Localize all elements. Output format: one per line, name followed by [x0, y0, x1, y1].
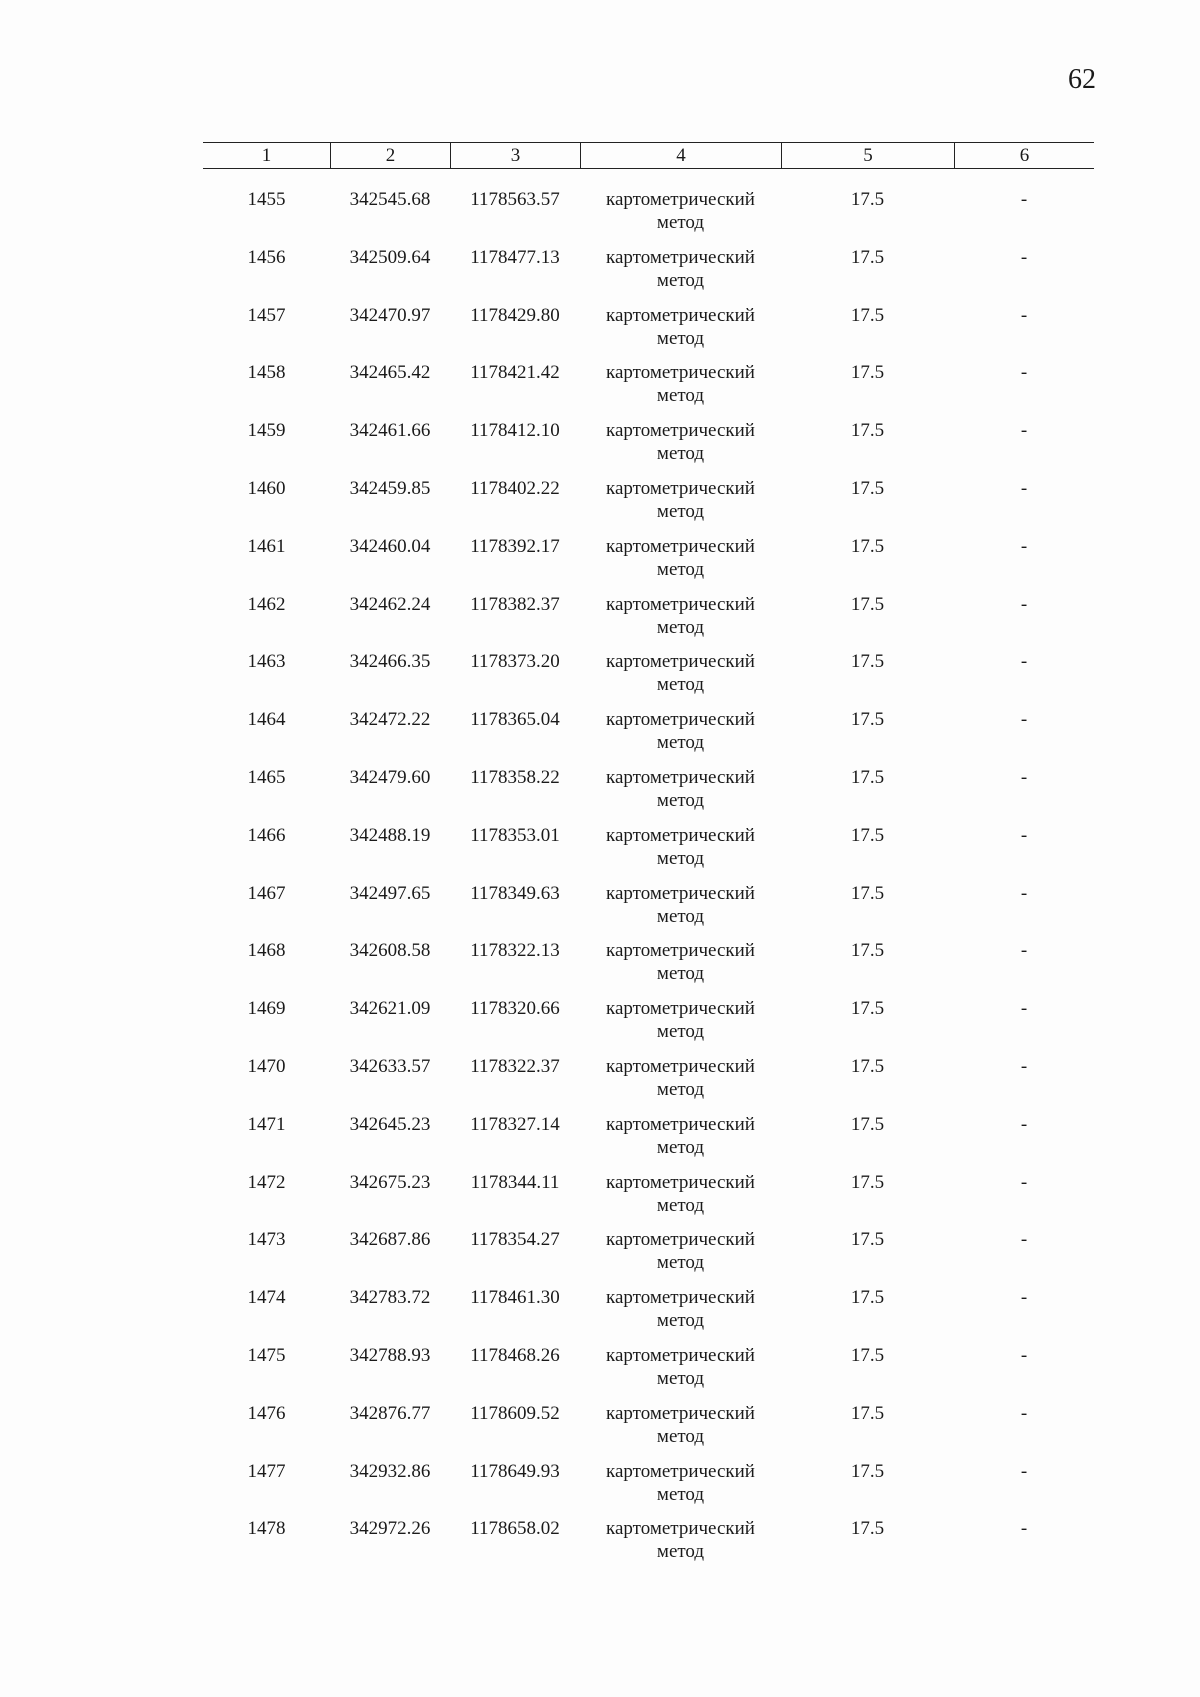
- point-number-cell: 1463: [247, 651, 286, 673]
- description-cell: -: [1020, 651, 1028, 673]
- description-cell: -: [1020, 420, 1028, 442]
- description-cell: -: [1020, 709, 1028, 731]
- accuracy-cell: 17.5: [850, 998, 885, 1020]
- coordinates-table: [203, 142, 1094, 1575]
- method-line-2: метод: [656, 847, 705, 869]
- accuracy-cell: 17.5: [850, 535, 885, 557]
- description-cell: -: [1020, 998, 1028, 1020]
- method-line-1: картометрический: [606, 535, 755, 557]
- x-coordinate-cell: 342972.26: [349, 1518, 431, 1540]
- point-number-cell: 1466: [247, 824, 286, 846]
- method-cell: [580, 1055, 781, 1113]
- description-cell: -: [1020, 535, 1028, 557]
- method-line-2: метод: [656, 212, 705, 233]
- description-cell: -: [1020, 1344, 1028, 1366]
- method-cell: [580, 1286, 781, 1344]
- method-line-1: картометрический: [606, 1460, 755, 1482]
- method-line-1: картометрический: [606, 246, 755, 268]
- x-coordinate-cell: 342462.24: [349, 593, 431, 615]
- x-coordinate-cell: 342466.35: [349, 651, 431, 673]
- point-number-cell: 1455: [247, 189, 286, 210]
- accuracy-cell: 17.5: [850, 1287, 885, 1309]
- method-cell: [580, 1517, 781, 1575]
- table-row: [203, 419, 1094, 477]
- y-coordinate-cell: 1178322.13: [470, 940, 560, 962]
- y-coordinate-cell: 1178563.57: [470, 189, 560, 210]
- y-coordinate-cell: 1178349.63: [470, 882, 560, 904]
- method-line-1: картометрический: [606, 1287, 755, 1309]
- method-line-1: картометрический: [606, 651, 755, 673]
- method-cell: [580, 361, 781, 419]
- method-line-2: метод: [656, 963, 705, 985]
- column-header-5: 5: [781, 143, 954, 168]
- point-number-cell: 1478: [247, 1518, 286, 1540]
- y-coordinate-cell: 1178320.66: [470, 998, 560, 1020]
- method-line-2: метод: [656, 1078, 705, 1100]
- method-line-2: метод: [656, 500, 705, 522]
- point-number-cell: 1475: [247, 1344, 286, 1366]
- table-header-row: [203, 142, 1094, 169]
- x-coordinate-cell: 342608.58: [349, 940, 431, 962]
- column-header-4: 4: [580, 143, 781, 168]
- method-cell: [580, 1113, 781, 1171]
- method-line-2: метод: [656, 674, 705, 696]
- table-row: [203, 824, 1094, 882]
- x-coordinate-cell: 342509.64: [349, 246, 431, 268]
- table-row: [203, 1055, 1094, 1113]
- method-cell: [580, 939, 781, 997]
- description-cell: -: [1020, 1460, 1028, 1482]
- description-cell: -: [1020, 824, 1028, 846]
- table-row: [203, 1113, 1094, 1171]
- method-line-2: метод: [656, 385, 705, 407]
- y-coordinate-cell: 1178322.37: [470, 1055, 560, 1077]
- method-cell: [580, 246, 781, 304]
- method-line-2: метод: [656, 1310, 705, 1332]
- accuracy-cell: 17.5: [850, 882, 885, 904]
- method-line-2: метод: [656, 789, 705, 811]
- method-line-2: метод: [656, 1194, 705, 1216]
- accuracy-cell: 17.5: [850, 1171, 885, 1193]
- point-number-cell: 1471: [247, 1113, 286, 1135]
- point-number-cell: 1457: [247, 304, 286, 326]
- column-header-1: 1: [261, 145, 272, 166]
- x-coordinate-cell: 342497.65: [349, 882, 431, 904]
- method-cell: [580, 997, 781, 1055]
- y-coordinate-cell: 1178392.17: [470, 535, 560, 557]
- table-row: [203, 1286, 1094, 1344]
- x-coordinate-cell: 342788.93: [349, 1344, 431, 1366]
- table-row: [203, 1171, 1094, 1229]
- method-line-2: метод: [656, 558, 705, 580]
- table-row: [203, 593, 1094, 651]
- description-cell: -: [1020, 1287, 1028, 1309]
- method-line-1: картометрический: [606, 593, 755, 615]
- accuracy-cell: 17.5: [850, 1402, 885, 1424]
- point-number-cell: 1467: [247, 882, 286, 904]
- y-coordinate-cell: 1178649.93: [470, 1460, 560, 1482]
- method-line-2: метод: [656, 616, 705, 638]
- description-cell: -: [1020, 593, 1028, 615]
- description-cell: -: [1020, 1171, 1028, 1193]
- method-line-1: картометрический: [606, 824, 755, 846]
- accuracy-cell: 17.5: [850, 940, 885, 962]
- description-cell: -: [1020, 189, 1028, 210]
- method-line-2: метод: [656, 1367, 705, 1389]
- y-coordinate-cell: 1178353.01: [470, 824, 560, 846]
- y-coordinate-cell: 1178477.13: [470, 246, 560, 268]
- method-line-1: картометрический: [606, 1055, 755, 1077]
- method-cell: [580, 766, 781, 824]
- method-cell: [580, 1460, 781, 1518]
- accuracy-cell: 17.5: [850, 1344, 885, 1366]
- method-cell: [580, 593, 781, 651]
- method-cell: [580, 419, 781, 477]
- y-coordinate-cell: 1178382.37: [470, 593, 560, 615]
- method-line-1: картометрический: [606, 420, 755, 442]
- method-line-2: метод: [656, 1252, 705, 1274]
- description-cell: -: [1020, 940, 1028, 962]
- x-coordinate-cell: 342932.86: [349, 1460, 431, 1482]
- point-number-cell: 1472: [247, 1171, 286, 1193]
- method-line-1: картометрический: [606, 1229, 755, 1251]
- method-line-2: метод: [656, 1483, 705, 1505]
- method-line-1: картометрический: [606, 189, 755, 210]
- page-number: 62: [1068, 64, 1096, 95]
- method-line-2: метод: [656, 327, 705, 349]
- x-coordinate-cell: 342645.23: [349, 1113, 431, 1135]
- table-row: [203, 1344, 1094, 1402]
- method-line-2: метод: [656, 905, 705, 927]
- x-coordinate-cell: 342461.66: [349, 420, 431, 442]
- table-row: [203, 1402, 1094, 1460]
- x-coordinate-cell: 342472.22: [349, 709, 431, 731]
- description-cell: -: [1020, 1113, 1028, 1135]
- method-line-2: метод: [656, 269, 705, 291]
- method-cell: [580, 650, 781, 708]
- method-line-1: картометрический: [606, 940, 755, 962]
- accuracy-cell: 17.5: [850, 1113, 885, 1135]
- table-row: [203, 939, 1094, 997]
- table-row: [203, 766, 1094, 824]
- method-cell: [580, 1171, 781, 1229]
- x-coordinate-cell: 342687.86: [349, 1229, 431, 1251]
- method-line-1: картометрический: [606, 304, 755, 326]
- y-coordinate-cell: 1178429.80: [470, 304, 560, 326]
- method-line-1: картометрический: [606, 766, 755, 788]
- accuracy-cell: 17.5: [850, 766, 885, 788]
- x-coordinate-cell: 342675.23: [349, 1171, 431, 1193]
- accuracy-cell: 17.5: [850, 709, 885, 731]
- accuracy-cell: 17.5: [850, 420, 885, 442]
- y-coordinate-cell: 1178658.02: [470, 1518, 560, 1540]
- y-coordinate-cell: 1178421.42: [470, 362, 560, 384]
- method-line-1: картометрический: [606, 1402, 755, 1424]
- y-coordinate-cell: 1178461.30: [470, 1287, 560, 1309]
- y-coordinate-cell: 1178468.26: [470, 1344, 560, 1366]
- point-number-cell: 1473: [247, 1229, 286, 1251]
- table-row: [203, 361, 1094, 419]
- y-coordinate-cell: 1178327.14: [470, 1113, 560, 1135]
- x-coordinate-cell: 342460.04: [349, 535, 431, 557]
- point-number-cell: 1459: [247, 420, 286, 442]
- x-coordinate-cell: 342459.85: [349, 477, 431, 499]
- method-cell: [580, 1228, 781, 1286]
- method-line-1: картометрический: [606, 998, 755, 1020]
- method-cell: [580, 708, 781, 766]
- description-cell: -: [1020, 1055, 1028, 1077]
- table-row: [203, 1517, 1094, 1575]
- x-coordinate-cell: 342783.72: [349, 1287, 431, 1309]
- point-number-cell: 1474: [247, 1287, 286, 1309]
- accuracy-cell: 17.5: [850, 651, 885, 673]
- method-cell: [580, 477, 781, 535]
- accuracy-cell: 17.5: [850, 1460, 885, 1482]
- method-line-1: картометрический: [606, 1344, 755, 1366]
- point-number-cell: 1468: [247, 940, 286, 962]
- method-line-1: картометрический: [606, 477, 755, 499]
- point-number-cell: 1456: [247, 246, 286, 268]
- point-number-cell: 1477: [247, 1460, 286, 1482]
- method-line-1: картометрический: [606, 1171, 755, 1193]
- table-row: [203, 1460, 1094, 1518]
- method-line-1: картометрический: [606, 882, 755, 904]
- method-line-2: метод: [656, 1021, 705, 1043]
- x-coordinate-cell: 342488.19: [349, 824, 431, 846]
- method-cell: [580, 882, 781, 940]
- method-line-1: картометрический: [606, 709, 755, 731]
- x-coordinate-cell: 342876.77: [349, 1402, 431, 1424]
- method-line-2: метод: [656, 732, 705, 754]
- method-line-1: картометрический: [606, 1113, 755, 1135]
- y-coordinate-cell: 1178402.22: [470, 477, 560, 499]
- method-line-2: метод: [656, 1425, 705, 1447]
- x-coordinate-cell: 342479.60: [349, 766, 431, 788]
- accuracy-cell: 17.5: [850, 824, 885, 846]
- point-number-cell: 1460: [247, 477, 286, 499]
- description-cell: -: [1020, 1229, 1028, 1251]
- x-coordinate-cell: 342470.97: [349, 304, 431, 326]
- method-cell: [580, 535, 781, 593]
- method-cell: [580, 824, 781, 882]
- description-cell: -: [1020, 246, 1028, 268]
- method-line-2: метод: [656, 1136, 705, 1158]
- point-number-cell: 1476: [247, 1402, 286, 1424]
- table-row: [203, 1228, 1094, 1286]
- accuracy-cell: 17.5: [850, 1055, 885, 1077]
- accuracy-cell: 17.5: [850, 246, 885, 268]
- x-coordinate-cell: 342633.57: [349, 1055, 431, 1077]
- accuracy-cell: 17.5: [850, 1518, 885, 1540]
- accuracy-cell: 17.5: [850, 362, 885, 384]
- y-coordinate-cell: 1178358.22: [470, 766, 560, 788]
- point-number-cell: 1464: [247, 709, 286, 731]
- y-coordinate-cell: 1178412.10: [470, 420, 560, 442]
- method-cell: [580, 188, 781, 246]
- accuracy-cell: 17.5: [850, 189, 885, 210]
- x-coordinate-cell: 342545.68: [349, 189, 431, 210]
- table-row: [203, 997, 1094, 1055]
- method-line-2: метод: [656, 443, 705, 465]
- point-number-cell: 1469: [247, 998, 286, 1020]
- point-number-cell: 1470: [247, 1055, 286, 1077]
- y-coordinate-cell: 1178344.11: [470, 1171, 560, 1193]
- method-cell: [580, 1344, 781, 1402]
- table-row: [203, 882, 1094, 940]
- accuracy-cell: 17.5: [850, 593, 885, 615]
- point-number-cell: 1461: [247, 535, 286, 557]
- accuracy-cell: 17.5: [850, 304, 885, 326]
- description-cell: -: [1020, 304, 1028, 326]
- table-row: [203, 304, 1094, 362]
- method-line-2: метод: [656, 1541, 705, 1563]
- description-cell: -: [1020, 766, 1028, 788]
- y-coordinate-cell: 1178365.04: [470, 709, 560, 731]
- point-number-cell: 1462: [247, 593, 286, 615]
- method-cell: [580, 1402, 781, 1460]
- table-row: [203, 246, 1094, 304]
- y-coordinate-cell: 1178609.52: [470, 1402, 560, 1424]
- x-coordinate-cell: 342465.42: [349, 362, 431, 384]
- y-coordinate-cell: 1178354.27: [470, 1229, 560, 1251]
- accuracy-cell: 17.5: [850, 477, 885, 499]
- table-row: [203, 535, 1094, 593]
- method-cell: [580, 304, 781, 362]
- accuracy-cell: 17.5: [850, 1229, 885, 1251]
- column-header-2: 2: [330, 143, 450, 168]
- column-header-3: 3: [450, 143, 580, 168]
- table-row: [203, 188, 1094, 246]
- column-header-6: 6: [954, 143, 1094, 168]
- description-cell: -: [1020, 882, 1028, 904]
- x-coordinate-cell: 342621.09: [349, 998, 431, 1020]
- method-line-1: картометрический: [606, 1518, 755, 1540]
- description-cell: -: [1020, 1518, 1028, 1540]
- table-row: [203, 708, 1094, 766]
- method-line-1: картометрический: [606, 362, 755, 384]
- point-number-cell: 1465: [247, 766, 286, 788]
- point-number-cell: 1458: [247, 362, 286, 384]
- description-cell: -: [1020, 362, 1028, 384]
- y-coordinate-cell: 1178373.20: [470, 651, 560, 673]
- description-cell: -: [1020, 1402, 1028, 1424]
- table-row: [203, 650, 1094, 708]
- table-body: [203, 188, 1094, 1575]
- table-row: [203, 477, 1094, 535]
- description-cell: -: [1020, 477, 1028, 499]
